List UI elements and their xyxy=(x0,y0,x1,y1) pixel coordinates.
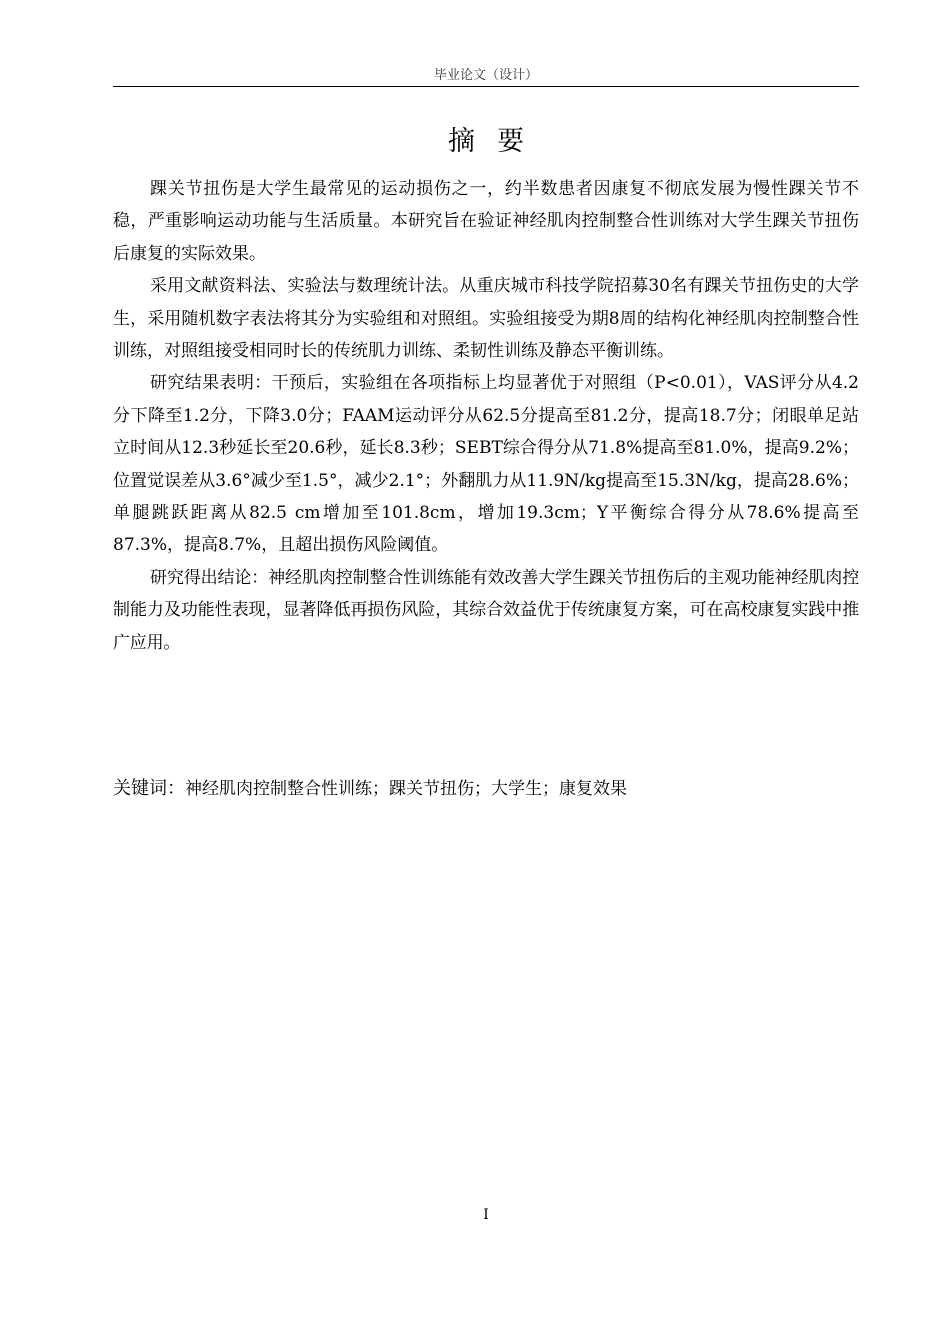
keywords-line xyxy=(113,773,859,805)
page-number: I xyxy=(483,1207,489,1223)
abstract-paragraph-conclusion: 研究得出结论：神经肌肉控制整合性训练能有效改善大学生踝关节扭伤后的主观功能神经肌肉控制能力及功能性表现，显著降低再损伤风险，其综合效益优于传统康复方案，可在高校康复实践中推广应用。 xyxy=(113,567,859,653)
abstract-paragraph-results: 研究结果表明：干预后，实验组在各项指标上均显著优于对照组（P<0.01），VAS评分从4.2分下降至1.2分，下降3.0分；FAAM运动评分从62.5分提高至81.2分，提高18.7分；闭眼单足站立时间从12.3秒延长至20.6秒，延长8.3秒；SEBT综合得分从71.8%提高至81.0%，提高9.2%；位置觉误差从3.6°减少至1.5°，减少2.1°；外翻肌力从11.9N/kg提高至15.3N/kg，提高28.6%；单腿跳跃距离从82.5 cm增加至101.8cm，增加19.3cm；Y平衡综合得分从78.6%提高至87.3%，提高8.7%，且超出损伤风险阈值。 xyxy=(113,373,859,556)
abstract-paragraph-methods: 采用文献资料法、实验法与数理统计法。从重庆城市科技学院招募30名有踝关节扭伤史的大学生，采用随机数字表法将其分为实验组和对照组。实验组接受为期8周的结构化神经肌肉控制整合性训练，对照组接受相同时长的传统肌力训练、柔韧性训练及静态平衡训练。 xyxy=(113,276,859,362)
keywords-label: 关键词： xyxy=(113,778,185,799)
keywords-text: 神经肌肉控制整合性训练；踝关节扭伤；大学生；康复效果 xyxy=(185,779,627,799)
running-header: 毕业论文（设计） xyxy=(433,68,538,83)
abstract-title: 摘要 xyxy=(448,126,546,157)
abstract-body xyxy=(113,173,859,659)
abstract-paragraph-background: 踝关节扭伤是大学生最常见的运动损伤之一，约半数患者因康复不彻底发展为慢性踝关节不稳，严重影响运动功能与生活质量。本研究旨在验证神经肌肉控制整合性训练对大学生踝关节扭伤后康复的实际效果。 xyxy=(113,179,859,264)
header-rule xyxy=(113,86,859,87)
